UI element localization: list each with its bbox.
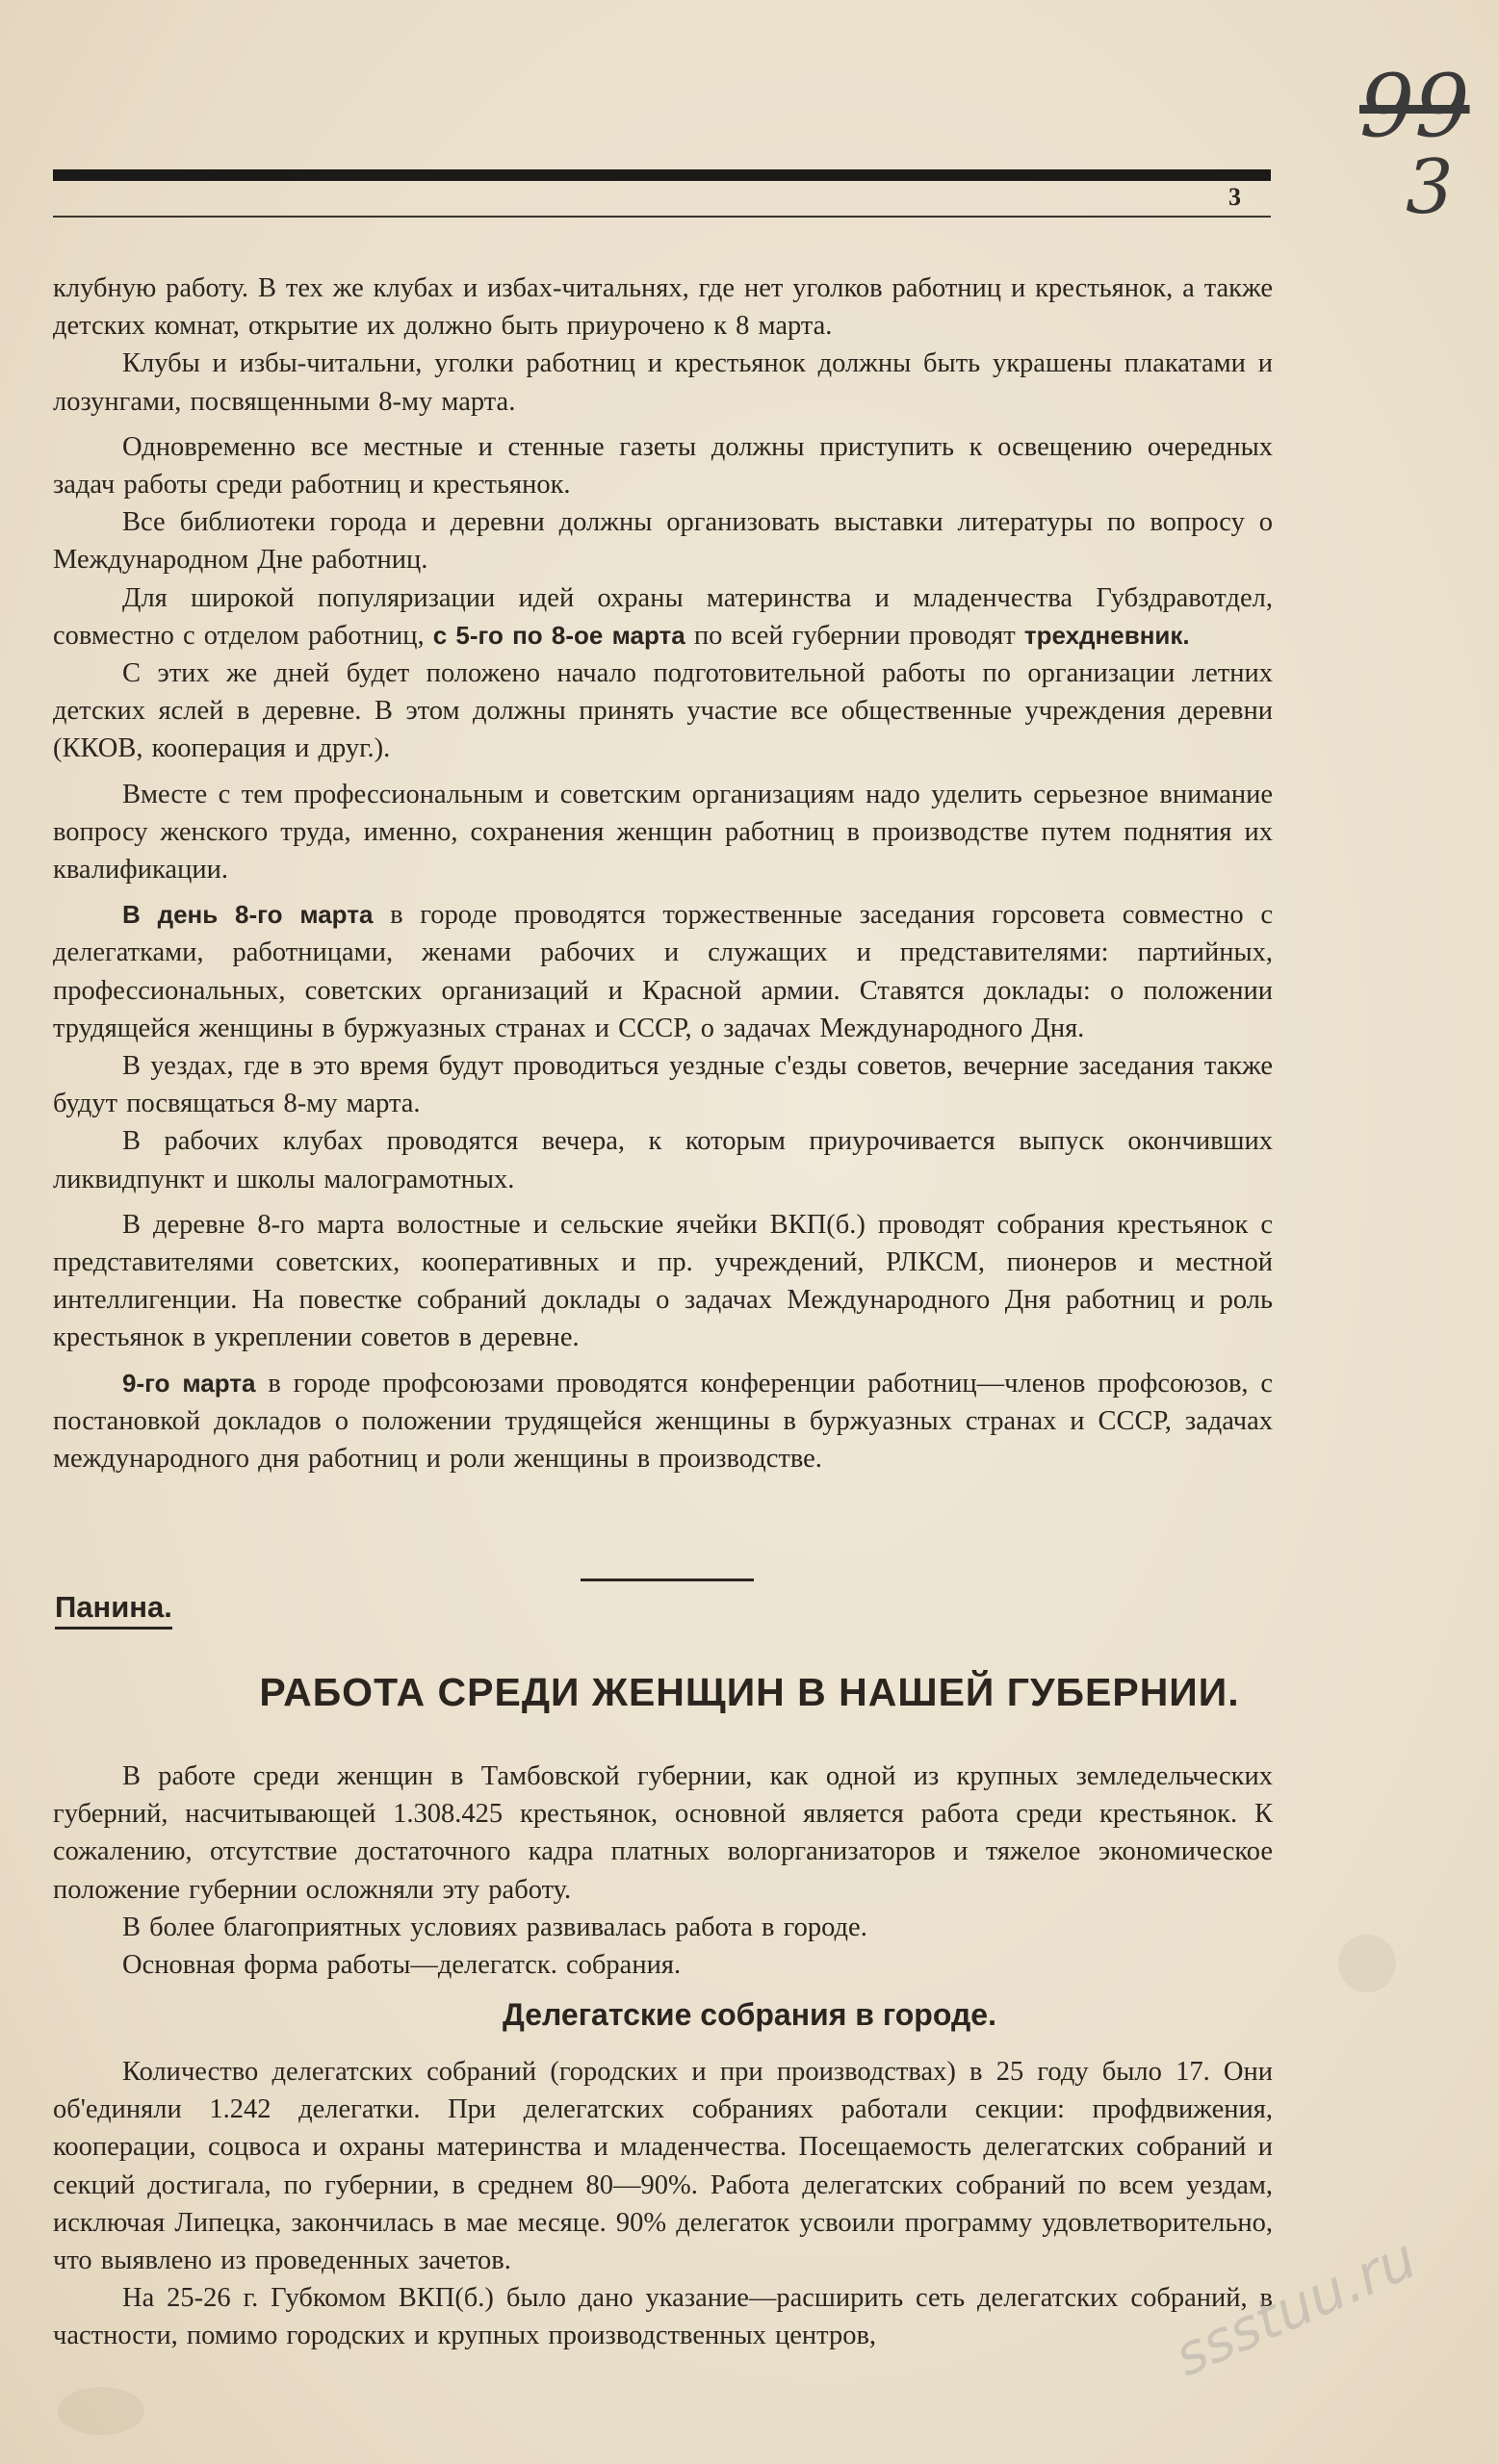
paragraph: В работе среди женщин в Тамбовской губернии, как одной из крупных земледельческих губерний, насчитывающей 1.308.425 крестьянок, основной является работа среди крестьянок. К сожалению, отсутствие достаточного кадра платных волорганизаторов и тяжелое экономическое положение губернии осложняли эту работу. bbox=[53, 1761, 1273, 1905]
paragraph bbox=[53, 579, 1273, 654]
paragraph: В рабочих клубах проводятся вечера, к которым приурочивается выпуск окончивших ликвидпункт и школы малограмотных. bbox=[53, 1126, 1273, 1194]
paragraph: Основная форма работы—делегатск. собрания. bbox=[122, 1950, 682, 1981]
article-title: РАБОТА СРЕДИ ЖЕНЩИН В НАШЕЙ ГУБЕРНИИ. bbox=[259, 1670, 1240, 1714]
paragraph: Все библиотеки города и деревни должны организовать выставки литературы по вопросу о Международном Дне работниц. bbox=[53, 507, 1273, 576]
section-subtitle: Делегатские собрания в городе. bbox=[503, 1997, 996, 2032]
section-separator bbox=[581, 1578, 754, 1581]
paragraph: Вместе с тем профессиональным и советским организациям надо уделить серьезное внимание вопросу женского труда, именно, сохранения женщин работниц в производстве путем поднятия их квалификации. bbox=[53, 779, 1273, 886]
paragraph: С этих же дней будет положено начало подготовительной работы по организации летних детских яслей в деревне. В этом должны принять участие все общественные учреждения деревни (ККОВ, кооперация и друг.). bbox=[53, 658, 1273, 764]
site-watermark: ssstuu.ru bbox=[1165, 2224, 1426, 2390]
header-thin-rule bbox=[53, 216, 1271, 218]
paragraph: Одновременно все местные и стенные газеты должны приступить к освещению очередных задач работы среди работниц и крестьянок. bbox=[53, 431, 1273, 500]
header-rule bbox=[53, 169, 1271, 181]
paragraph-text: по всей губернии проводят bbox=[693, 620, 1016, 651]
bold-date: В день 8-го марта bbox=[122, 900, 374, 930]
page-number: 3 bbox=[1228, 183, 1241, 211]
paragraph: Клубы и избы-читальни, уголки работниц и крестьянок должны быть украшены плакатами и лозунгами, посвященными 8-му марта. bbox=[53, 348, 1273, 417]
paper-stain bbox=[58, 2387, 144, 2435]
article-intro bbox=[53, 1758, 1273, 1984]
paragraph: В более благоприятных условиях развивалась работа в городе. bbox=[122, 1912, 867, 1942]
paragraph: В деревне 8-го марта волостные и сельские ячейки ВКП(б.) проводят собрания крестьянок с представителями советских, кооперативных и пр. учреждений, РЛКСМ, пионеров и местной интеллигенции. На повестке собраний доклады о задачах Международного Дня работниц и роль крестьянок в укреплении советов в деревне. bbox=[53, 1209, 1273, 1353]
paragraph bbox=[53, 1365, 1273, 1478]
paragraph: На 25-26 г. Губкомом ВКП(б.) было дано указание—расширить сеть делегатских собраний, в частности, помимо городских и крупных производственных центров, bbox=[53, 2283, 1273, 2351]
paragraph-text: Для широкой популяризации идей охраны материнства и младенчества Губздравотдел, совместно с отделом работниц, bbox=[53, 582, 1273, 651]
article-section-text bbox=[53, 2053, 1273, 2355]
bold-date: 9-го марта bbox=[122, 1368, 256, 1398]
paragraph-text: в городе профсоюзами проводятся конференции работниц—членов профсоюзов, с постановкой докладов о положении трудящейся женщины в буржуазных странах и СССР, задачах международного дня работниц и роли женщины в производстве. bbox=[53, 1368, 1274, 1475]
paragraph: В уездах, где в это время будут проводиться уездные с'езды советов, вечерние заседания также будут посвящаться 8-му марта. bbox=[53, 1051, 1273, 1119]
paragraph: Количество делегатских собраний (городских и при производствах) в 25 году было 17. Они об'единяли 1.242 делегатки. При делегатских собраниях работали секции: профдвижения, кооперации, соцвоса и охраны материнства и младенчества. Посещаемость делегатских собраний и секций достигала, по губернии, в среднем 80—90%. Работа делегатских собраний по всем уездам, исключая Липецка, закончилась в мае месяце. 90% делегаток усвоили программу удовлетворительно, что выявлено из проведенных зачетов. bbox=[53, 2057, 1273, 2276]
paragraph bbox=[53, 896, 1273, 1047]
bold-term: трехдневник. bbox=[1023, 620, 1190, 650]
handwritten-page-number: 3 bbox=[1406, 144, 1454, 231]
paragraph-text: в городе проводятся торжественные заседания горсовета совместно с делегатками, работницами, женами рабочих и служащих и представителями: партийных, профессиональных, советских организаций и Красной армии. Ставятся доклады: о положении трудящейся женщины в буржуазных странах и СССР, о задачах Международного Дня. bbox=[53, 900, 1273, 1043]
paragraph: клубную работу. В тех же клубах и избах-читальнях, где нет уголков работниц и крестьянок, а также детских комнат, открытие их должно быть приурочено к 8 марта. bbox=[53, 273, 1273, 342]
continued-text-block bbox=[53, 270, 1273, 1477]
paper-stain bbox=[1338, 1935, 1396, 1992]
handwritten-page-number-crossed: 99 bbox=[1359, 56, 1470, 157]
bold-dates: с 5-го по 8-ое марта bbox=[432, 620, 685, 650]
article-author: Панина. bbox=[55, 1590, 172, 1630]
